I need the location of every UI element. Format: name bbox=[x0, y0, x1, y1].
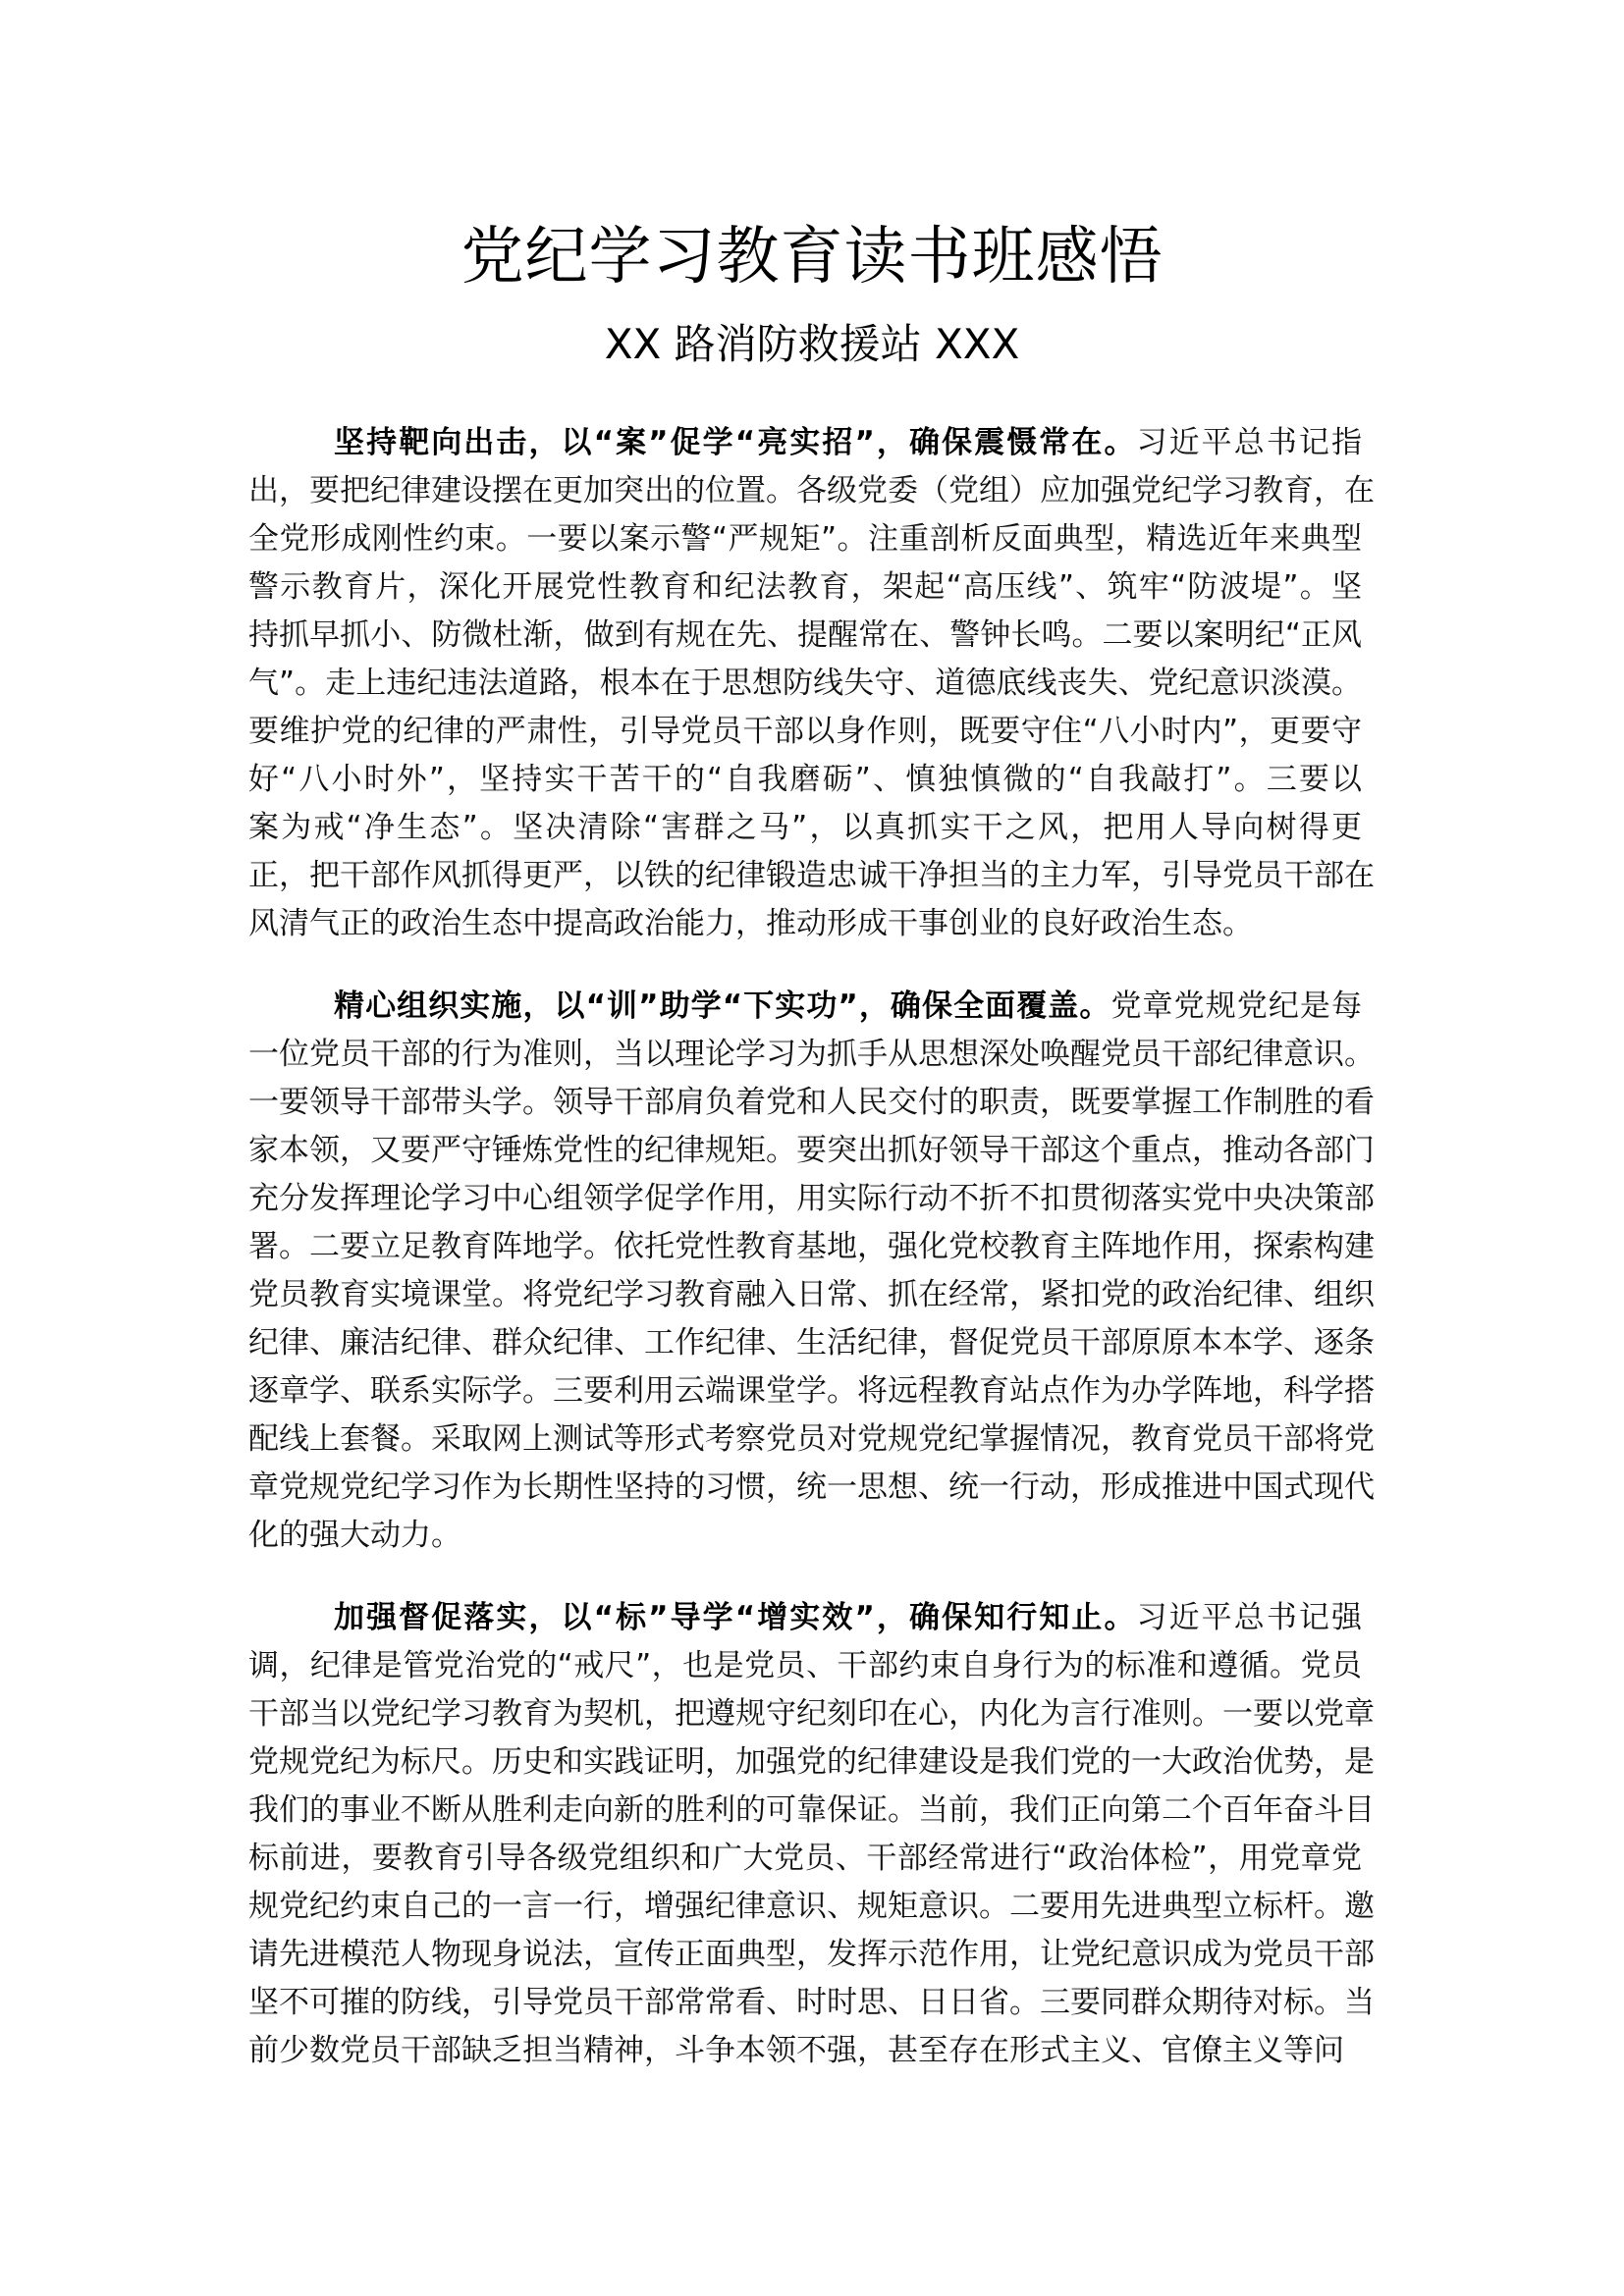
paragraph-line: 家本领，又要严守锤炼党性的纪律规矩。要突出抓好领导干部这个重点，推动各部门 bbox=[248, 1133, 1375, 1168]
paragraph-line: 我们的事业不断从胜利走向新的胜利的可靠保证。当前，我们正向第二个百年奋斗目 bbox=[248, 1792, 1375, 1828]
paragraph-line: 党规党纪为标尺。历史和实践证明，加强党的纪律建设是我们党的一大政治优势，是 bbox=[248, 1744, 1375, 1780]
paragraph-2 bbox=[248, 983, 1375, 1560]
paragraph-line: 好“八小时外”，坚持实干苦干的“自我磨砺”、慎独慎微的“自我敲打”。三要以 bbox=[248, 762, 1362, 797]
paragraph-line: 案为戒“净生态”。坚决清除“害群之马”，以真抓实干之风，把用人导向树得更 bbox=[248, 810, 1362, 845]
paragraph-line: 要维护党的纪律的严肃性，引导党员干部以身作则，既要守住“八小时内”，更要守 bbox=[248, 714, 1362, 749]
paragraph-line: 全党形成刚性约束。一要以案示警“严规矩”。注重剖析反面典型，精选近年来典型 bbox=[248, 521, 1362, 557]
paragraph-text: 党章党规党纪是每 bbox=[1110, 988, 1362, 1024]
paragraph-line: 气”。走上违纪违法道路，根本在于思想防线失守、道德底线丧失、党纪意识淡漠。 bbox=[248, 666, 1362, 701]
paragraph-line: 风清气正的政治生态中提高政治能力，推动形成干事创业的良好政治生态。 bbox=[248, 906, 1253, 941]
document-title: 党纪学习教育读书班感悟 bbox=[460, 221, 1164, 294]
paragraph-line bbox=[248, 983, 1362, 1031]
paragraph-line: 请先进模范人物现身说法，宣传正面典型，发挥示范作用，让党纪意识成为党员干部 bbox=[248, 1937, 1375, 1972]
document-author: XX 路消防救援站 XXX bbox=[604, 320, 1020, 368]
paragraph-line: 纪律、廉洁纪律、群众纪律、工作纪律、生活纪律，督促党员干部原原本本学、逐条 bbox=[248, 1325, 1375, 1361]
paragraph-line bbox=[248, 419, 1362, 467]
paragraph-line: 出，要把纪律建设摆在更加突出的位置。各级党委（党组）应加强党纪学习教育，在 bbox=[248, 473, 1375, 508]
paragraph-line: 一要领导干部带头学。领导干部肩负着党和人民交付的职责，既要掌握工作制胜的看 bbox=[248, 1085, 1375, 1120]
paragraph-line bbox=[248, 1594, 1362, 1642]
paragraph-line: 充分发挥理论学习中心组领学促学作用，用实际行动不折不扣贯彻落实党中央决策部 bbox=[248, 1181, 1375, 1216]
paragraph-line: 党员教育实境课堂。将党纪学习教育融入日常、抓在经常，紧扣党的政治纪律、组织 bbox=[248, 1277, 1375, 1312]
paragraph-line: 调，纪律是管党治党的“戒尺”，也是党员、干部约束自身行为的标准和遵循。党员 bbox=[248, 1648, 1362, 1683]
paragraph-heading: 加强督促落实，以“标”导学“增实效”，确保知行知止。 bbox=[334, 1600, 1137, 1635]
paragraph-heading: 坚持靶向出击，以“案”促学“亮实招”，确保震慑常在。 bbox=[334, 425, 1137, 460]
paragraph-line: 化的强大动力。 bbox=[248, 1518, 461, 1553]
paragraph-line: 标前进，要教育引导各级党组织和广大党员、干部经常进行“政治体检”，用党章党 bbox=[248, 1841, 1362, 1876]
paragraph-line: 干部当以党纪学习教育为契机，把遵规守纪刻印在心，内化为言行准则。一要以党章 bbox=[248, 1696, 1375, 1732]
paragraph-line: 前少数党员干部缺乏担当精神，斗争本领不强，甚至存在形式主义、官僚主义等问 bbox=[248, 2033, 1344, 2068]
paragraph-text: 习近平总书记强 bbox=[1136, 1600, 1362, 1635]
paragraph-text: 习近平总书记指 bbox=[1136, 425, 1362, 460]
paragraph-line: 正，把干部作风抓得更严，以铁的纪律锻造忠诚干净担当的主力军，引导党员干部在 bbox=[248, 858, 1375, 893]
paragraph-line: 规党纪约束自己的一言一行，增强纪律意识、规矩意识。二要用先进典型立标杆。邀 bbox=[248, 1889, 1375, 1924]
paragraph-heading: 精心组织实施，以“训”助学“下实功”，确保全面覆盖。 bbox=[334, 988, 1111, 1024]
paragraph-3 bbox=[248, 1594, 1375, 2075]
paragraph-line: 坚不可摧的防线，引导党员干部常常看、时时思、日日省。三要同群众期待对标。当 bbox=[248, 1985, 1375, 2020]
paragraph-line: 警示教育片，深化开展党性教育和纪法教育，架起“高压线”、筑牢“防波堤”。坚 bbox=[248, 569, 1362, 605]
paragraph-1 bbox=[248, 419, 1375, 948]
paragraph-line: 持抓早抓小、防微杜渐，做到有规在先、提醒常在、警钟长鸣。二要以案明纪“正风 bbox=[248, 617, 1362, 653]
paragraph-line: 逐章学、联系实际学。三要利用云端课堂学。将远程教育站点作为办学阵地，科学搭 bbox=[248, 1373, 1375, 1409]
paragraph-line: 章党规党纪学习作为长期性坚持的习惯，统一思想、统一行动，形成推进中国式现代 bbox=[248, 1469, 1375, 1505]
paragraph-line: 署。二要立足教育阵地学。依托党性教育基地，强化党校教育主阵地作用，探索构建 bbox=[248, 1229, 1375, 1264]
paragraph-line: 一位党员干部的行为准则，当以理论学习为抓手从思想深处唤醒党员干部纪律意识。 bbox=[248, 1037, 1375, 1072]
paragraph-line: 配线上套餐。采取网上测试等形式考察党员对党规党纪掌握情况，教育党员干部将党 bbox=[248, 1421, 1375, 1457]
